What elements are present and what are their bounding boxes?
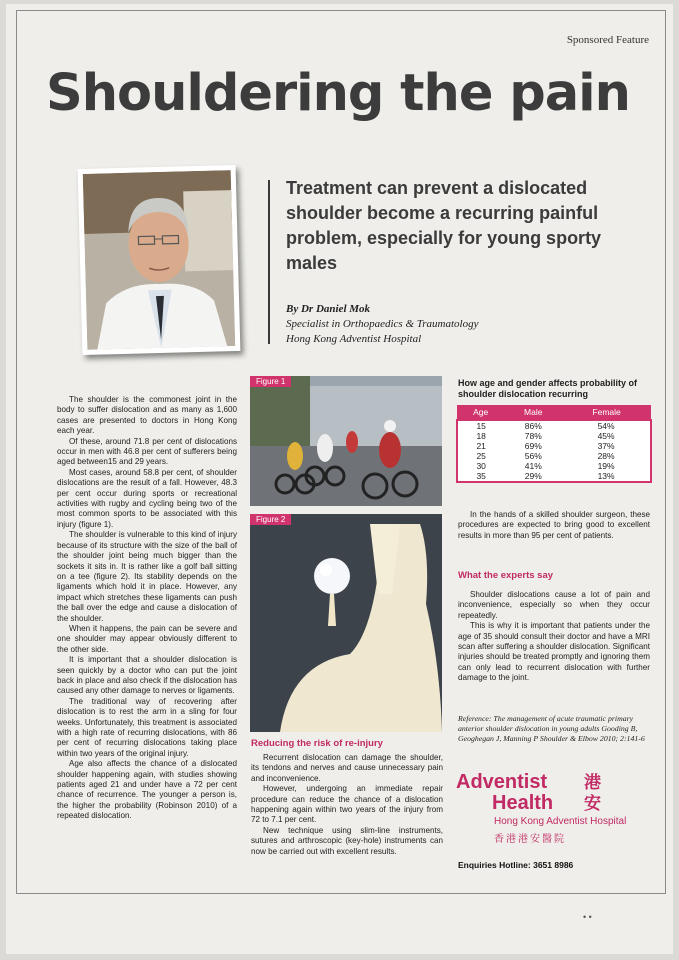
paragraph: Age also affects the chance of a dislocated shoulder happening again, with studies showing patients aged 21 and under have a 72 per cent chance of recurrence. The younger a person is, the higher the probability (Robinson 2010) of a repeated dislocation.: [57, 759, 237, 821]
table-cell: 21: [476, 441, 486, 451]
page-marks: • •: [583, 912, 592, 922]
logo-hospital-english: Hong Kong Adventist Hospital: [494, 816, 627, 827]
table-cell: 69%: [524, 441, 542, 451]
enquiries-hotline: Enquiries Hotline: 3651 8986: [458, 860, 574, 870]
table-cell: 30: [476, 461, 486, 471]
table-cell: 13%: [597, 471, 615, 481]
table-cell: 29%: [524, 471, 542, 481]
table-cell: 35: [476, 471, 486, 481]
reference-note: Reference: The management of acute traumatic primary anterior shoulder dislocation in young adults Gooding B, Geoghegan J, Manning P Shoulder & Elbow 2010; 2:141-6: [458, 714, 645, 743]
table-cell: 86%: [524, 421, 542, 431]
logo-line-1: Adventist: [456, 771, 548, 793]
table-row: [457, 471, 651, 482]
table-header-row: [457, 405, 651, 420]
author-hospital: Hong Kong Adventist Hospital: [286, 333, 422, 345]
logo-chinese: 港安: [584, 773, 601, 813]
paragraph: The traditional way of recovering after dislocation is to rest the arm in a sling for four weeks. Unfortunately, this treatment is associated with a high rate of recurring dislocations, with 86 per cent of recurring dislocations taking place within two years of the original injury.: [57, 696, 237, 758]
logo-line-2: Health: [492, 792, 554, 814]
table-cell: 41%: [524, 461, 542, 471]
article-column-3-experts: [458, 590, 650, 684]
table-header-cell: Male: [504, 405, 562, 420]
table-cell: 78%: [524, 431, 542, 441]
paragraph: The shoulder is the commonest joint in the body to suffer dislocation and as many as 1,600 cases are presented to doctors in Hong Kong each year.: [57, 395, 237, 436]
table-cell: 15: [476, 421, 486, 431]
article-column-1: [57, 395, 237, 822]
logo-wordmark: [456, 772, 553, 814]
paragraph: Shoulder dislocations cause a lot of pain and inconvenience, especially so when they occur repeatedly.: [458, 590, 650, 620]
logo-hospital-chinese: 香港港安醫院: [494, 834, 566, 845]
byline: [286, 302, 479, 347]
reducing-heading: Reducing the risk of re-injury: [251, 738, 383, 749]
paragraph: However, undergoing an immediate repair procedure can reduce the chance of a dislocation happening again within two years of the injury from 72 to 7.1 per cent.: [251, 784, 443, 825]
table-title: How age and gender affects probability of shoulder dislocation recurring: [458, 378, 638, 399]
table-row: [457, 420, 651, 431]
paragraph: In the hands of a skilled shoulder surgeon, these procedures are expected to bring good to excellent results in more than 95 per cent of patients.: [458, 510, 650, 540]
paragraph: This is why it is important that patients under the age of 35 should consult their doctor and have a MRI scan after suffering a shoulder dislocation. Significant injuries should be treated promptly and ignoring them can only lead to recurrent dislocation with further damage to the joint.: [458, 621, 650, 683]
table-row: [457, 461, 651, 471]
table-row: [457, 451, 651, 461]
subhead-divider: [268, 180, 270, 344]
headline: Shouldering the pain: [46, 64, 630, 123]
table-cell: 45%: [597, 431, 615, 441]
figure-2-label: Figure 2: [250, 514, 291, 525]
figure-1-label: Figure 1: [250, 376, 291, 387]
table-cell: 18: [476, 431, 486, 441]
author-portrait: [78, 165, 241, 355]
paragraph: The shoulder is vulnerable to this kind of injury because of its structure with the size of the ball of the shoulder joint being much bigger than the sockets it sits in. It is rather like a golf ball sitting on a tee (figure 2). Its stability depends on the ligaments which hold it in place. However, any impact which stretches these ligaments can push the ball over the edge and cause a dislocation of the shoulder.: [57, 530, 237, 623]
table-row: [457, 441, 651, 451]
adventist-health-logo: [456, 772, 656, 848]
table-row: [457, 431, 651, 441]
table-cell: 54%: [597, 421, 615, 431]
subhead: Treatment can prevent a dislocated shoulder become a recurring painful problem, especially for young sporty males: [286, 178, 602, 273]
article-column-2: [251, 753, 443, 857]
table-header-cell: Age: [457, 405, 504, 420]
paragraph: When it happens, the pain can be severe and one shoulder may appear obviously different to the other side.: [57, 623, 237, 654]
paragraph: Recurrent dislocation can damage the shoulder, its tendons and nerves and cause unnecessary pain and inconvenience.: [251, 753, 443, 783]
paragraph: Of these, around 71.8 per cent of dislocations occur in men with 46.8 per cent of sufferers being aged between15 and 29 years.: [57, 436, 237, 467]
table-cell: 28%: [597, 451, 615, 461]
table-cell: 25: [476, 451, 486, 461]
paragraph: New technique using slim-line instruments, sutures and arthroscopic (key-hole) instruments can now be carried out with excellent results.: [251, 825, 443, 856]
author-name: By Dr Daniel Mok: [286, 303, 371, 315]
article-column-3-intro: [458, 510, 650, 541]
table-cell: 37%: [597, 441, 615, 451]
table-header-cell: Female: [562, 405, 651, 420]
figure-1-cyclists-photo: [250, 376, 442, 506]
author-title: Specialist in Orthopaedics & Traumatology: [286, 318, 479, 330]
figure-2-joint-model-photo: [250, 514, 442, 732]
experts-heading: What the experts say: [458, 570, 554, 581]
sponsored-label: Sponsored Feature: [566, 34, 649, 46]
table-cell: 19%: [597, 461, 615, 471]
paragraph: Most cases, around 58.8 per cent, of shoulder dislocations are the result of a fall. However, 48.3 per cent occur during sports or recreational activities with rugby and cycling being two of the most common sports to be associated with this injury (figure 1).: [57, 467, 237, 529]
table-cell: 56%: [524, 451, 542, 461]
recurrence-table: [456, 405, 652, 483]
paragraph: It is important that a shoulder dislocation is seen quickly by a doctor who can put the joint back in place and also check if the dislocation has caused any other damage to nerves or ligaments.: [57, 655, 237, 696]
